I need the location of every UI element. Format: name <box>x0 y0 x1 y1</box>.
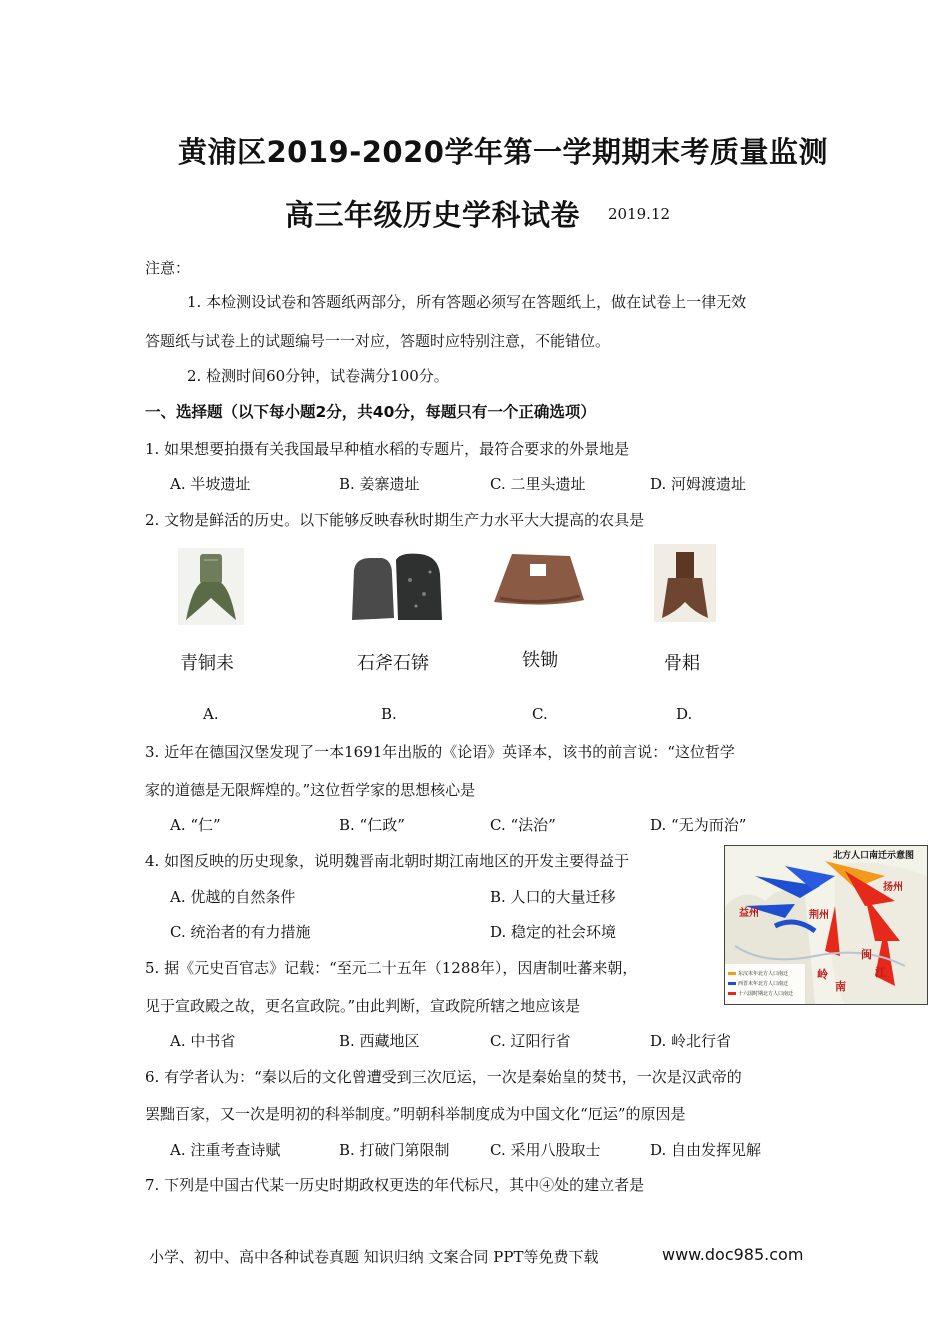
q3-option-d: D. “无为而治” <box>650 816 747 834</box>
notice-label: 注意： <box>145 259 191 277</box>
q6-option-d: D. 自由发挥见解 <box>650 1141 762 1159</box>
q2-option-b: B. <box>381 705 397 723</box>
section-heading: 一、选择题（以下每小题2分，共40分，每题只有一个正确选项） <box>145 403 596 421</box>
q5-option-b: B. 西藏地区 <box>339 1032 420 1050</box>
q5-option-c: C. 辽阳行省 <box>490 1032 571 1050</box>
q2-option-d: D. <box>676 705 693 723</box>
q5-option-a: A. 中书省 <box>170 1032 236 1050</box>
q4-option-b: B. 人口的大量迁移 <box>490 888 616 906</box>
map-legend-2: 西晋末年北方人口南迁 <box>738 981 789 987</box>
q6-stem-line2: 罢黜百家，又一次是明初的科举制度。”明朝科举制度成为中国文化“厄运”的原因是 <box>145 1105 686 1123</box>
caption-iron-hoe: 铁锄 <box>522 650 558 671</box>
map-label-jiang: 江 <box>875 966 886 979</box>
map-label-nan: 南 <box>835 980 846 993</box>
q3-option-c: C. “法治” <box>490 816 556 834</box>
footer-text: 小学、初中、高中各种试卷真题 知识归纳 文案合同 PPT等免费下载 <box>149 1248 599 1266</box>
map-label-yizhou: 益州 <box>739 908 759 919</box>
q4-stem: 4. 如图反映的历史现象，说明魏晋南北朝时期江南地区的开发主要得益于 <box>145 852 630 870</box>
iron-hoe-image <box>490 550 588 612</box>
q3-option-b: B. “仁政” <box>339 816 405 834</box>
exam-title-line2: 高三年级历史学科试卷 <box>285 198 581 232</box>
q1-stem: 1. 如果想要拍摄有关我国最早种植水稻的专题片，最符合要求的外景地是 <box>145 440 630 458</box>
q4-option-d: D. 稳定的社会环境 <box>490 923 617 941</box>
bronze-plow-image <box>178 548 244 625</box>
q2-stem: 2. 文物是鲜活的历史。以下能够反映春秋时期生产力水平大大提高的农具是 <box>145 511 645 529</box>
q3-stem-line1: 3. 近年在德国汉堡发现了一本1691年出版的《论语》英译本，该书的前言说：“这位哲学 <box>145 743 735 761</box>
footer-url[interactable]: www.doc985.com <box>662 1245 804 1264</box>
stone-axe-adze-image <box>348 550 444 626</box>
map-legend-3: 十六国时期北方人口南迁 <box>738 991 794 997</box>
q6-option-b: B. 打破门第限制 <box>339 1141 450 1159</box>
q6-option-c: C. 采用八股取士 <box>490 1141 601 1159</box>
q4-option-c: C. 统治者的有力措施 <box>170 923 311 941</box>
notice-item1-line1: 1. 本检测设试卷和答题纸两部分，所有答题必须写在答题纸上，做在试卷上一律无效 <box>187 293 747 311</box>
notice-item1-line2: 答题纸与试卷上的试题编号一一对应，答题时应特别注意，不能错位。 <box>145 332 611 350</box>
q4-option-a: A. 优越的自然条件 <box>170 888 296 906</box>
q5-stem-line1: 5. 据《元史百官志》记载：“至元二十五年（1288年），因唐制吐蕃来朝， <box>145 959 638 977</box>
caption-stone-axe-adze: 石斧石锛 <box>357 653 429 674</box>
map-label-jingzhou: 荆州 <box>809 910 829 921</box>
q2-option-a: A. <box>203 705 219 723</box>
caption-bone-spade: 骨耜 <box>664 653 700 674</box>
map-title: 北方人口南迁示意图 <box>833 851 915 861</box>
q7-stem: 7. 下列是中国古代某一历史时期政权更迭的年代标尺，其中④处的建立者是 <box>145 1176 645 1194</box>
q1-option-c: C. 二里头遗址 <box>490 475 586 493</box>
migration-map <box>724 845 928 1005</box>
exam-date: 2019.12 <box>608 205 671 223</box>
q6-option-a: A. 注重考查诗赋 <box>170 1141 281 1159</box>
q5-option-d: D. 岭北行省 <box>650 1032 732 1050</box>
map-label-min: 闽 <box>861 948 872 961</box>
map-legend-1: 东汉末年北方人口南迁 <box>738 971 789 977</box>
exam-title-line1: 黄浦区2019-2020学年第一学期期末考质量监测 <box>178 135 828 169</box>
q1-option-a: A. 半坡遗址 <box>170 475 251 493</box>
notice-item2: 2. 检测时间60分钟，试卷满分100分。 <box>187 367 449 385</box>
q5-stem-line2: 见于宣政殿之故，更名宣政院。”由此判断，宣政院所辖之地应该是 <box>145 997 581 1015</box>
caption-bronze-plow: 青铜耒 <box>180 653 234 674</box>
map-label-ling: 岭 <box>817 968 828 981</box>
map-label-yangzhou: 扬州 <box>883 882 903 893</box>
q1-option-d: D. 河姆渡遗址 <box>650 475 747 493</box>
q3-stem-line2: 家的道德是无限辉煌的。”这位哲学家的思想核心是 <box>145 781 476 799</box>
q6-stem-line1: 6. 有学者认为：“秦以后的文化曾遭受到三次厄运，一次是秦始皇的焚书，一次是汉武帝的 <box>145 1068 742 1086</box>
q3-option-a: A. “仁” <box>170 816 221 834</box>
q1-option-b: B. 姜寨遗址 <box>339 475 420 493</box>
bone-spade-image <box>654 544 716 622</box>
q2-option-c: C. <box>532 705 548 723</box>
